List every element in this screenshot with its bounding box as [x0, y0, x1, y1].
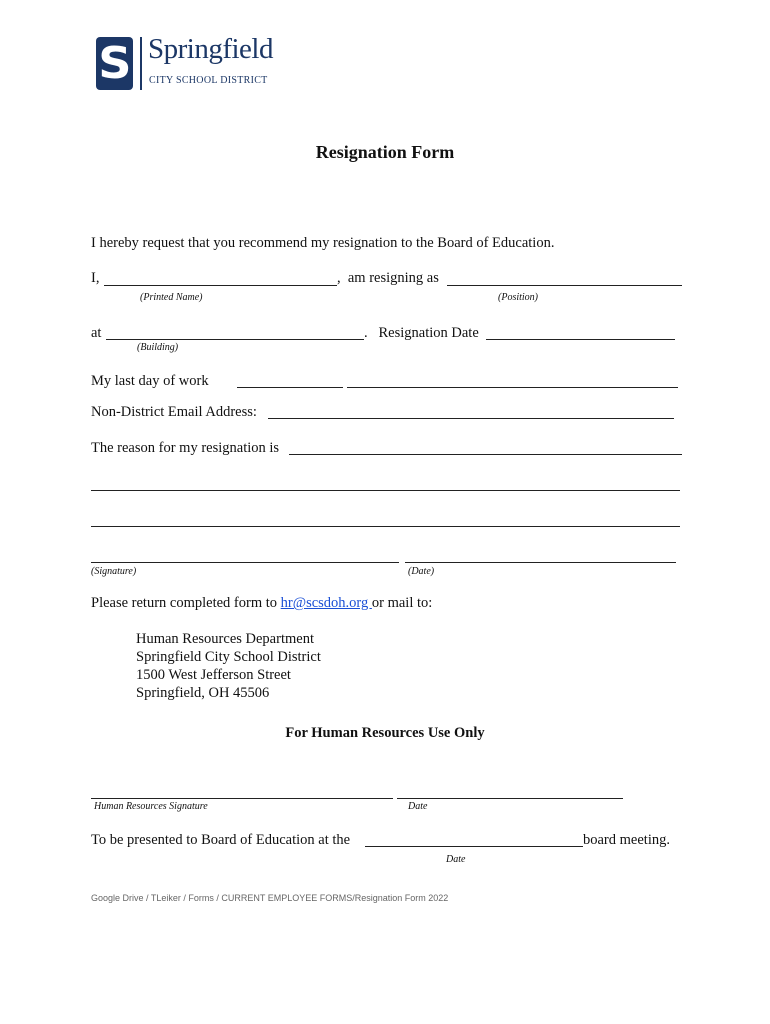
address-line-2: Springfield City School District — [136, 649, 321, 665]
i-prefix: I, — [91, 270, 100, 286]
reason-label: The reason for my resignation is — [91, 440, 280, 456]
board-suffix: board meeting. — [583, 832, 670, 848]
reason-field-line-3[interactable] — [91, 526, 680, 527]
form-title: Resignation Form — [315, 142, 455, 162]
email-field[interactable] — [268, 418, 674, 419]
last-day-date-field[interactable] — [347, 387, 678, 388]
building-label: (Building) — [137, 342, 179, 353]
board-date-label: Date — [446, 854, 466, 865]
logo-divider — [140, 37, 142, 90]
footer-path: Google Drive / TLeiker / Forms / CURRENT EMPLOYEE FORMS/Resignation Form 2022 — [91, 893, 449, 903]
logo-subtitle: CITY SCHOOL DISTRICT — [149, 75, 268, 86]
return-text: Please return completed form to — [91, 595, 281, 611]
hr-signature-field[interactable] — [91, 798, 393, 799]
district-logo-mark — [96, 37, 133, 90]
return-instructions — [91, 595, 432, 612]
reason-field-line-1[interactable] — [289, 454, 682, 455]
address-line-1: Human Resources Department — [136, 631, 314, 647]
hr-date-label: Date — [408, 801, 428, 812]
date-label: (Date) — [408, 566, 435, 577]
board-text: To be presented to Board of Education at the — [91, 832, 351, 848]
logo-name: Springfield — [148, 33, 273, 65]
return-suffix: or mail to: — [371, 595, 433, 611]
reason-field-line-2[interactable] — [91, 490, 680, 491]
printed-name-field[interactable] — [104, 285, 337, 286]
signature-label: (Signature) — [91, 566, 137, 577]
logo-letter: S — [97, 37, 132, 89]
resignation-date-field[interactable] — [486, 339, 675, 340]
signature-field[interactable] — [91, 562, 399, 563]
hr-email-link[interactable]: hr@scsdoh.org — [280, 595, 372, 611]
last-day-label: My last day of work — [91, 373, 209, 389]
address-line-4: Springfield, OH 45506 — [136, 685, 270, 701]
at-prefix: at — [91, 325, 102, 341]
address-line-3: 1500 West Jefferson Street — [136, 667, 291, 683]
resignation-date-text: . Resignation Date — [364, 325, 479, 341]
position-label: (Position) — [498, 292, 538, 303]
signature-date-field[interactable] — [405, 562, 676, 563]
intro-text: I hereby request that you recommend my resignation to the Board of Education. — [91, 235, 555, 251]
resigning-as-text: , am resigning as — [337, 270, 439, 286]
last-day-weekday-field[interactable] — [237, 387, 343, 388]
building-field[interactable] — [106, 339, 364, 340]
position-field[interactable] — [447, 285, 682, 286]
hr-date-field[interactable] — [397, 798, 623, 799]
board-meeting-date-field[interactable] — [365, 846, 583, 847]
hr-use-heading: For Human Resources Use Only — [285, 725, 485, 741]
email-label: Non-District Email Address: — [91, 404, 257, 420]
hr-signature-label: Human Resources Signature — [94, 801, 208, 812]
printed-name-label: (Printed Name) — [140, 292, 203, 303]
